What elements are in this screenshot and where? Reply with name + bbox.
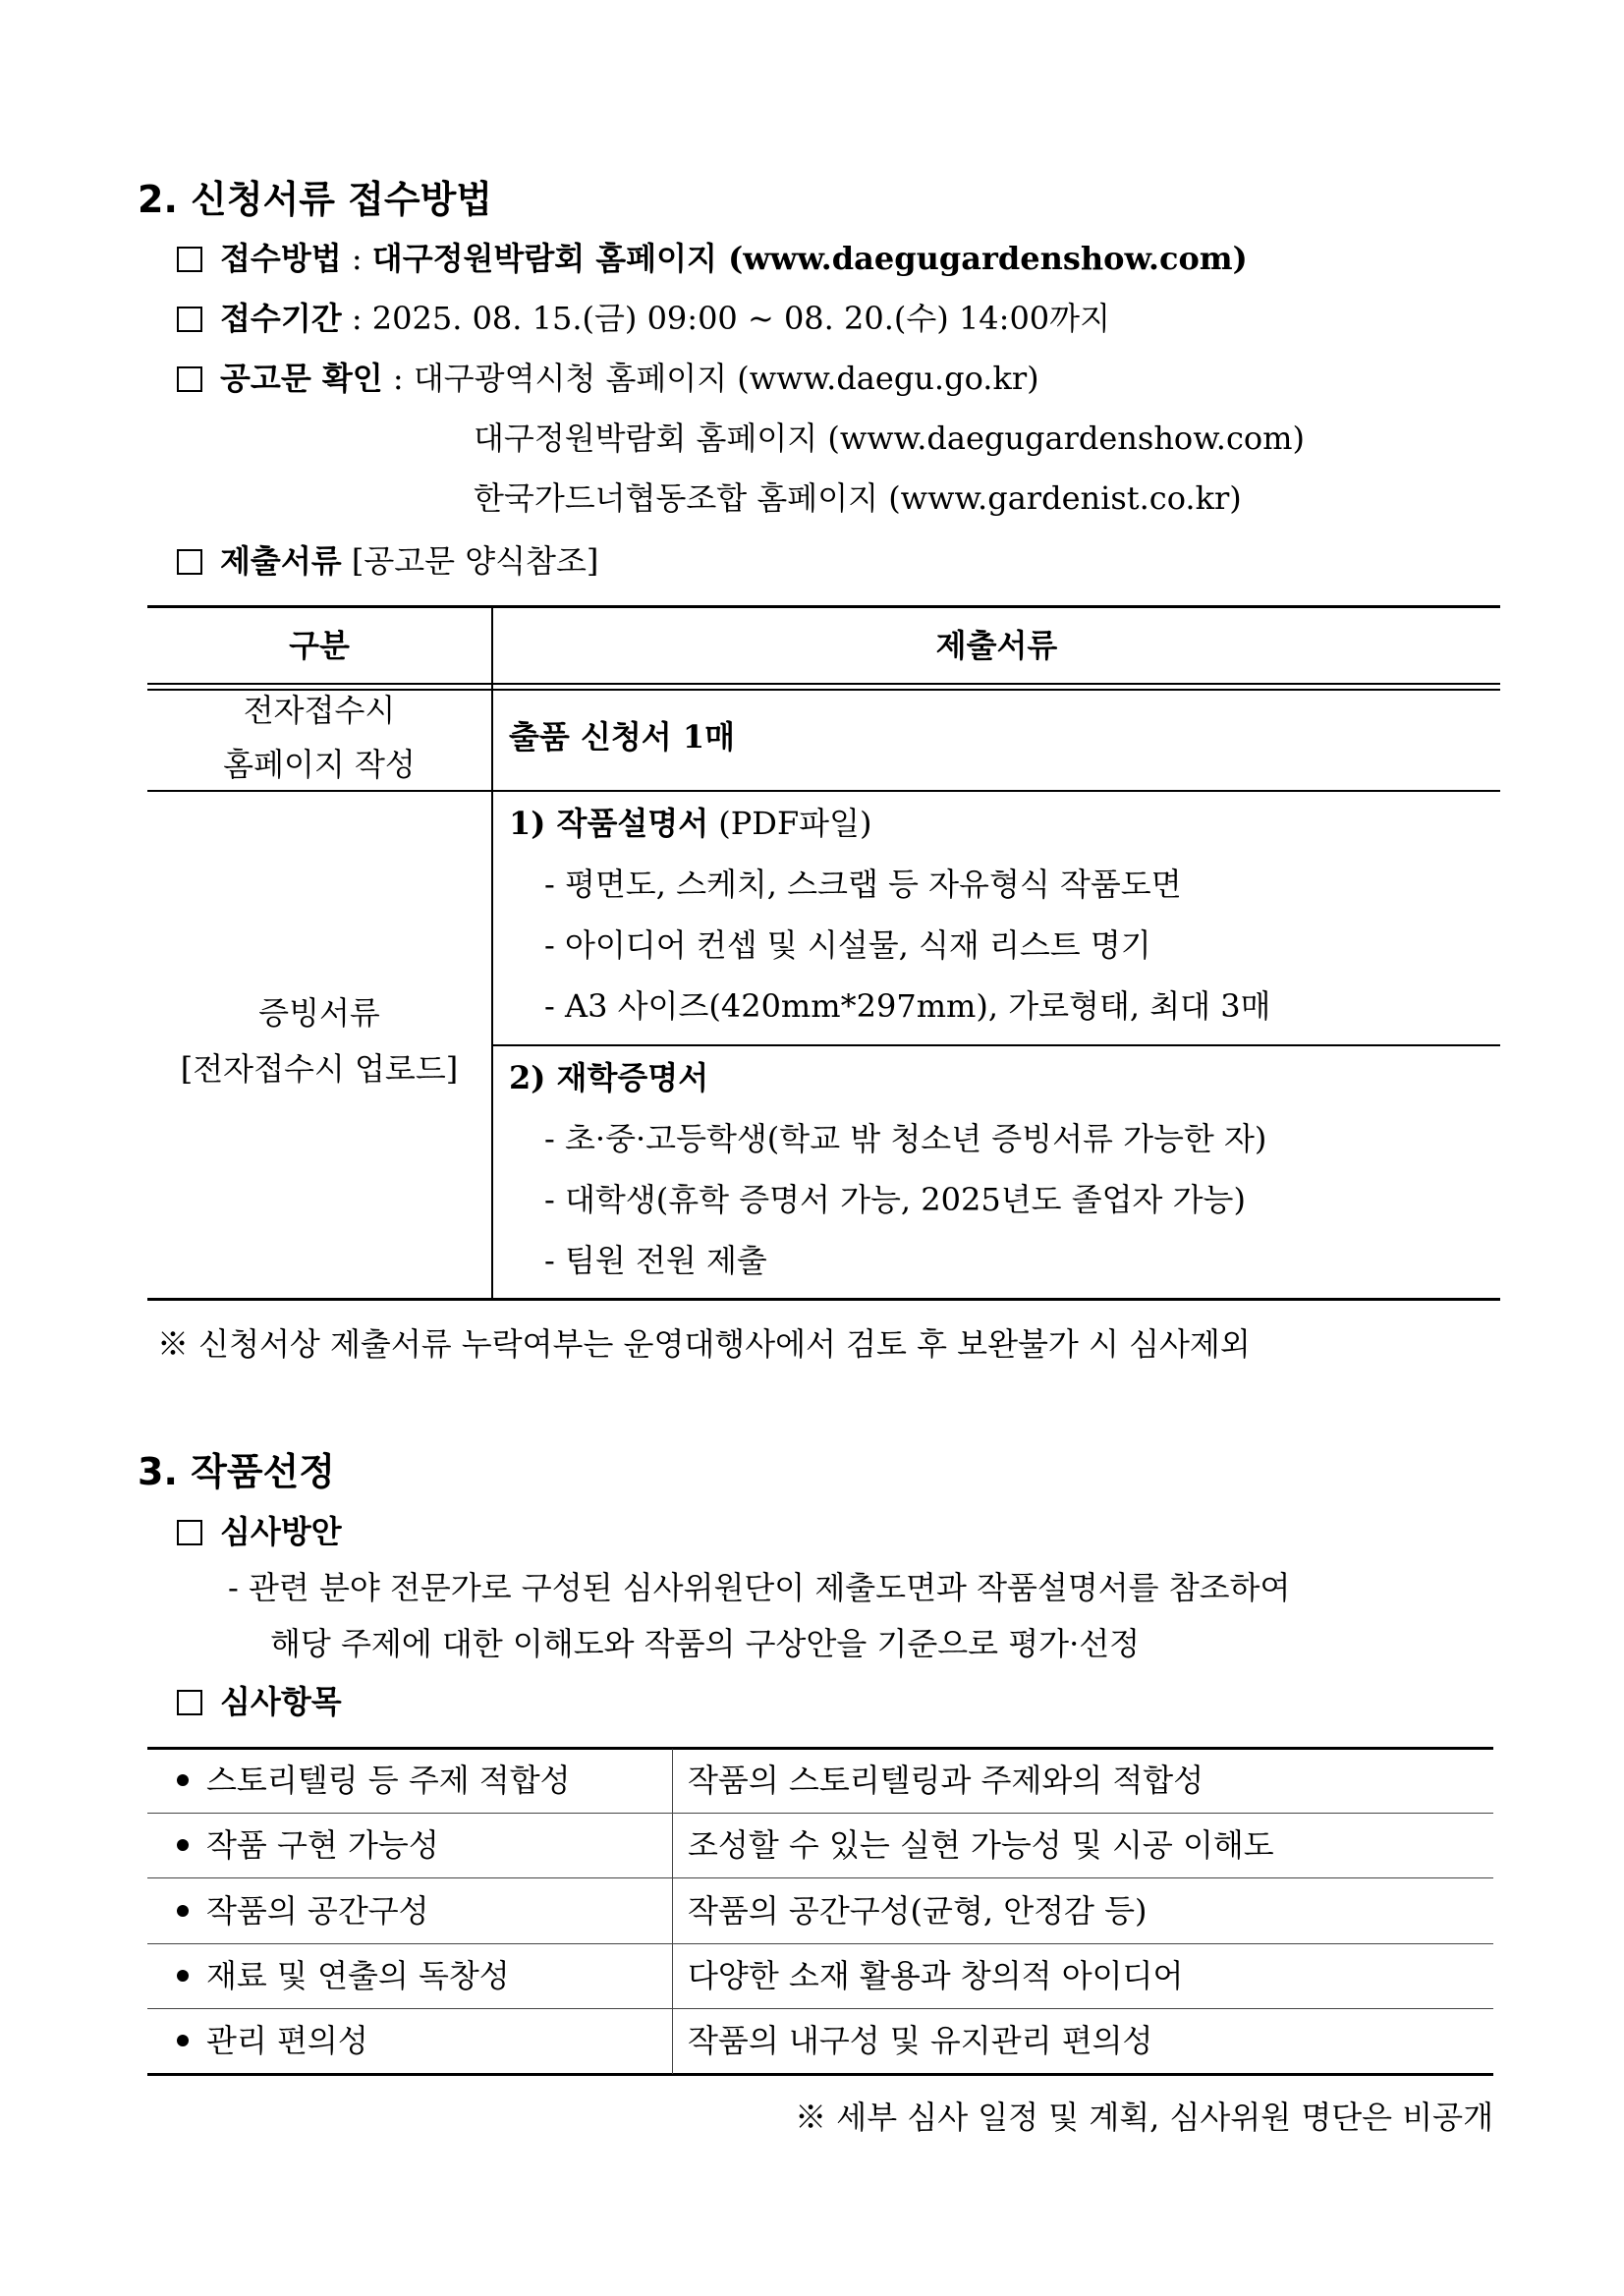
notice-sep: : [392,360,404,397]
section-2-footnote: ※ 신청서상 제출서류 누락여부는 운영대행사에서 검토 후 보완불가 시 심사제외 [157,1325,1251,1363]
block2-item: - 대학생(휴학 증명서 가능, 2025년도 졸업자 가능) [544,1181,1246,1218]
review-method-line [177,1512,342,1551]
table-row-rule [147,790,1500,792]
row1-category: 홈페이지 작성 [223,746,416,783]
bullet-icon [177,1970,189,1982]
criteria-item [177,1761,571,1800]
criteria-column-rule [672,1749,673,2074]
criteria-item-label: 재료 및 연출의 독창성 [206,1957,510,1994]
table-header-category: 구분 [289,627,350,664]
criteria-row-rule [147,1943,1493,1944]
block1-title-line [509,804,871,843]
table-header-rule [147,683,1500,685]
bullet-icon [177,1839,189,1851]
documents-note: [공고문 양식참조] [351,542,599,580]
block2-item: - 초·중·고등학생(학교 밖 청소년 증빙서류 가능한 자) [544,1120,1267,1157]
criteria-desc: 조성할 수 있는 실현 가능성 및 시공 이해도 [688,1826,1274,1864]
criteria-item [177,1956,510,1995]
table-header-documents: 제출서류 [935,627,1058,664]
review-method-text: 해당 주제에 대한 이해도와 작품의 구상안을 기준으로 평가·선정 [270,1625,1141,1662]
row1-category: 전자접수시 [243,692,396,729]
row1-content: 출품 신청서 1매 [509,718,736,756]
criteria-desc: 다양한 소재 활용과 창의적 아이디어 [688,1957,1184,1994]
notice-line [177,359,1039,398]
review-items-label: 심사항목 [220,1683,342,1720]
method-label: 접수방법 [220,240,342,277]
review-items-line [177,1682,342,1721]
criteria-top-rule [147,1747,1493,1750]
period-line [177,299,1110,338]
documents-line [177,541,598,581]
checkbox-icon [177,307,202,332]
criteria-desc: 작품의 스토리텔링과 주제와의 적합성 [688,1762,1204,1799]
method-sep: : [351,240,363,277]
block1-item: - 아이디어 컨셉 및 시설물, 식재 리스트 명기 [544,926,1151,964]
checkbox-icon [177,1690,202,1715]
method-value: 대구정원박람회 홈페이지 (www.daegugardenshow.com) [371,240,1248,277]
period-sep: : [351,300,363,337]
criteria-item [177,1825,439,1865]
criteria-bottom-rule [147,2073,1493,2076]
review-method-text: - 관련 분야 전문가로 구성된 심사위원단이 제출도면과 작품설명서를 참조하여 [228,1569,1291,1606]
bullet-icon [177,1774,189,1786]
checkbox-icon [177,1520,202,1545]
notice-site: 대구광역시청 홈페이지 (www.daegu.go.kr) [413,360,1039,397]
block2-title: 2) 재학증명서 [509,1059,709,1096]
criteria-item-label: 관리 편의성 [206,2022,368,2059]
notice-site: 한국가드너협동조합 홈페이지 (www.gardenist.co.kr) [474,479,1242,517]
block1-title-note: (PDF파일) [718,805,872,842]
table-top-rule [147,605,1500,608]
period-value: 2025. 08. 15.(금) 09:00 ~ 08. 20.(수) 14:00까지 [371,300,1110,337]
bullet-icon [177,1905,189,1917]
criteria-desc: 작품의 공간구성(균형, 안정감 등) [688,1892,1148,1930]
criteria-item-label: 작품 구현 가능성 [206,1826,439,1864]
criteria-item-label: 스토리텔링 등 주제 적합성 [206,1762,571,1799]
checkbox-icon [177,247,202,272]
block1-item: - 평면도, 스케치, 스크랩 등 자유형식 작품도면 [544,866,1182,903]
criteria-desc: 작품의 내구성 및 유지관리 편의성 [688,2022,1153,2059]
bullet-icon [177,2035,189,2046]
checkbox-icon [177,366,202,392]
table-inner-rule [493,1044,1500,1046]
section-2-title: 2. 신청서류 접수방법 [138,178,492,221]
period-label: 접수기간 [220,300,342,337]
notice-site: 대구정원박람회 홈페이지 (www.daegugardenshow.com) [474,420,1305,457]
documents-label: 제출서류 [220,542,342,580]
review-method-label: 심사방안 [220,1513,342,1550]
section-3-footnote: ※ 세부 심사 일정 및 계획, 심사위원 명단은 비공개 [795,2099,1493,2136]
criteria-row-rule [147,2008,1493,2009]
checkbox-icon [177,549,202,575]
criteria-row-rule [147,1813,1493,1814]
section-3-title: 3. 작품선정 [138,1450,335,1493]
table-column-rule [491,607,493,1299]
row2-category: 증빙서류 [258,994,380,1032]
criteria-item [177,2021,368,2060]
criteria-row-rule [147,1877,1493,1878]
criteria-item-label: 작품의 공간구성 [206,1892,429,1930]
block2-item: - 팀원 전원 제출 [544,1242,767,1279]
table-bottom-rule [147,1298,1500,1301]
block1-title: 1) 작품설명서 [509,805,709,842]
row2-category: [전자접수시 업로드] [180,1050,459,1088]
notice-label: 공고문 확인 [220,360,383,397]
method-line [177,239,1248,278]
criteria-item [177,1891,429,1931]
block1-item: - A3 사이즈(420mm*297mm), 가로형태, 최대 3매 [544,987,1271,1025]
